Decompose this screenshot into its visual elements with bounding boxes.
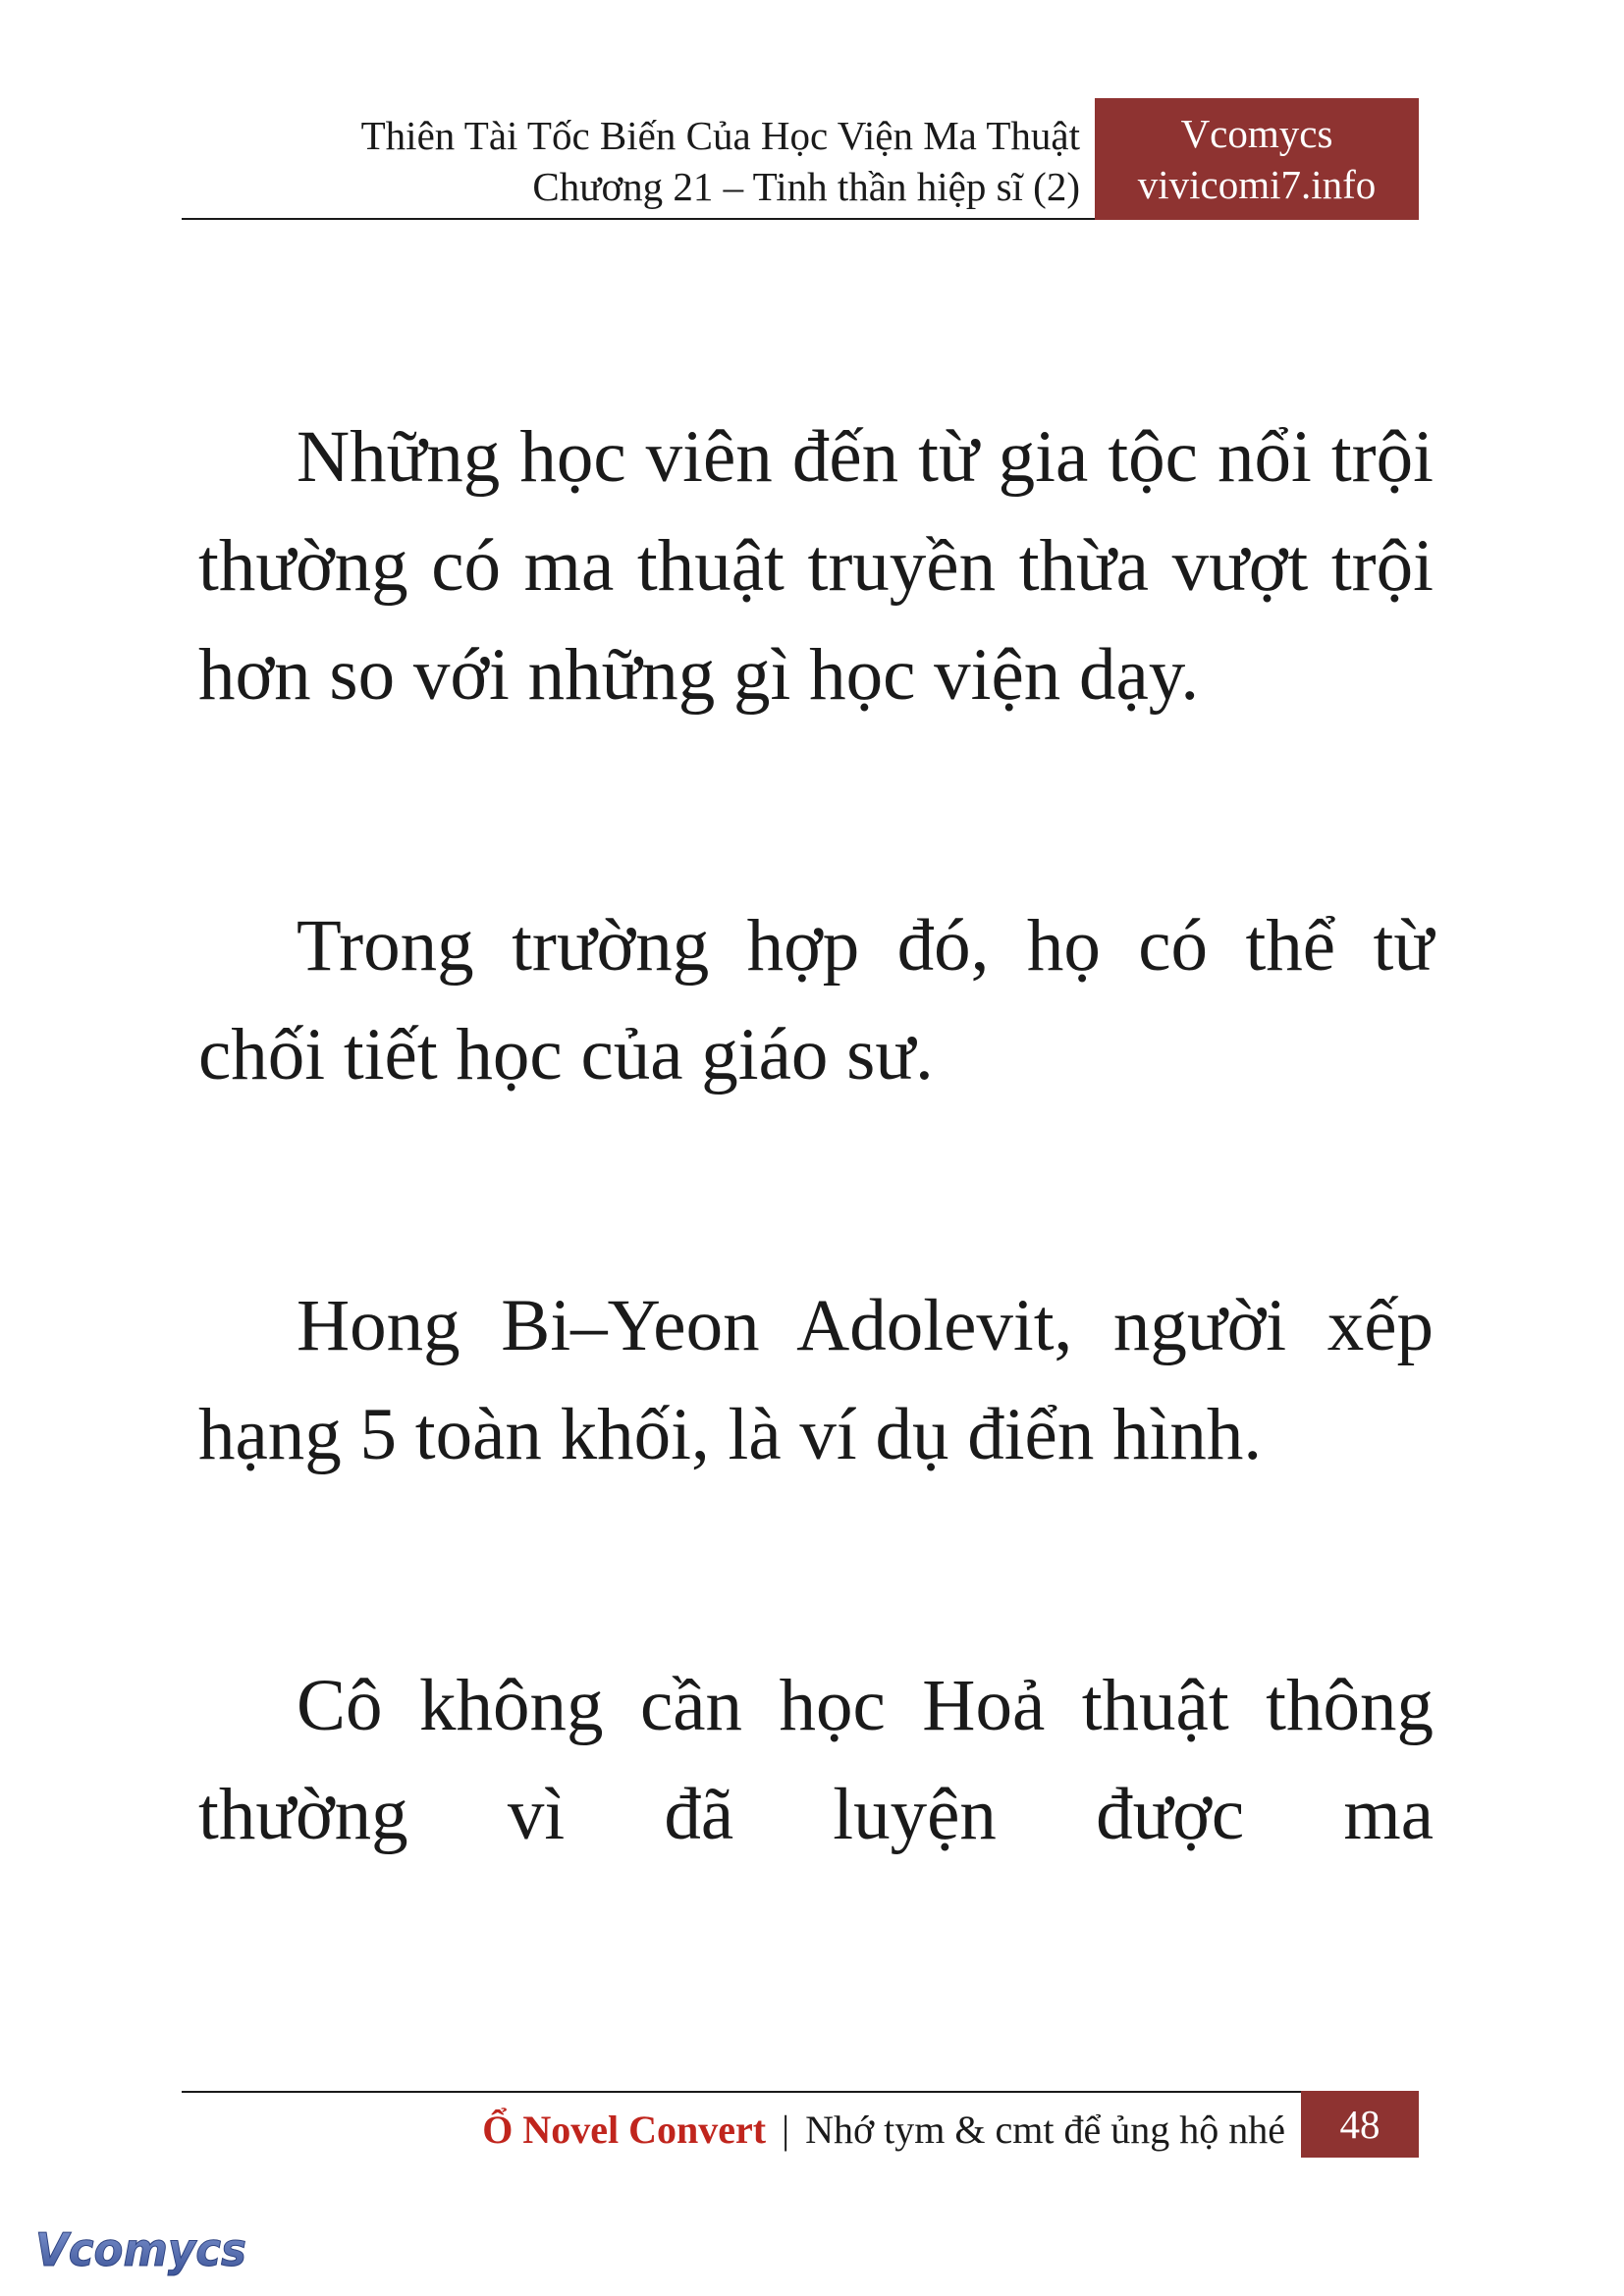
header-titles [361, 110, 1080, 212]
paragraph: Những học viên đến từ gia tộc nổi trội thường có ma thuật truyền thừa vượt trội hơn so với những gì học viện dạy. [198, 416, 1434, 716]
paragraph: Hong Bi–Yeon Adolevit, người xếp hạng 5 toàn khối, là ví dụ điển hình. [198, 1285, 1434, 1475]
paragraph: Trong trường hợp đó, họ có thể từ chối tiết học của giáo sư. [198, 905, 1434, 1095]
footer-message: Nhớ tym & cmt để ủng hộ nhé [805, 2108, 1285, 2152]
footer-separator: | [782, 2108, 790, 2152]
page-footer [482, 2104, 1285, 2157]
footer-divider [182, 2091, 1301, 2093]
book-title: Thiên Tài Tốc Biến Của Học Viện Ma Thuật [360, 113, 1080, 158]
site-name: Vcomycs [1180, 111, 1333, 156]
site-url: vivicomi7.info [1137, 162, 1377, 207]
header-divider [182, 218, 1095, 220]
watermark-text: Vcomycs [35, 2223, 246, 2276]
page-number: 48 [1301, 2091, 1419, 2158]
chapter-body [198, 402, 1434, 1869]
site-badge [1095, 98, 1419, 220]
paragraph: Cô không cần học Hoả thuật thông thường vì đã luyện được ma [198, 1665, 1434, 1855]
footer-brand: Ổ Novel Convert [482, 2108, 767, 2152]
page-header [182, 98, 1419, 220]
vcomycs-watermark-logo [29, 2220, 255, 2279]
chapter-title: Chương 21 – Tinh thần hiệp sĩ (2) [532, 164, 1080, 209]
